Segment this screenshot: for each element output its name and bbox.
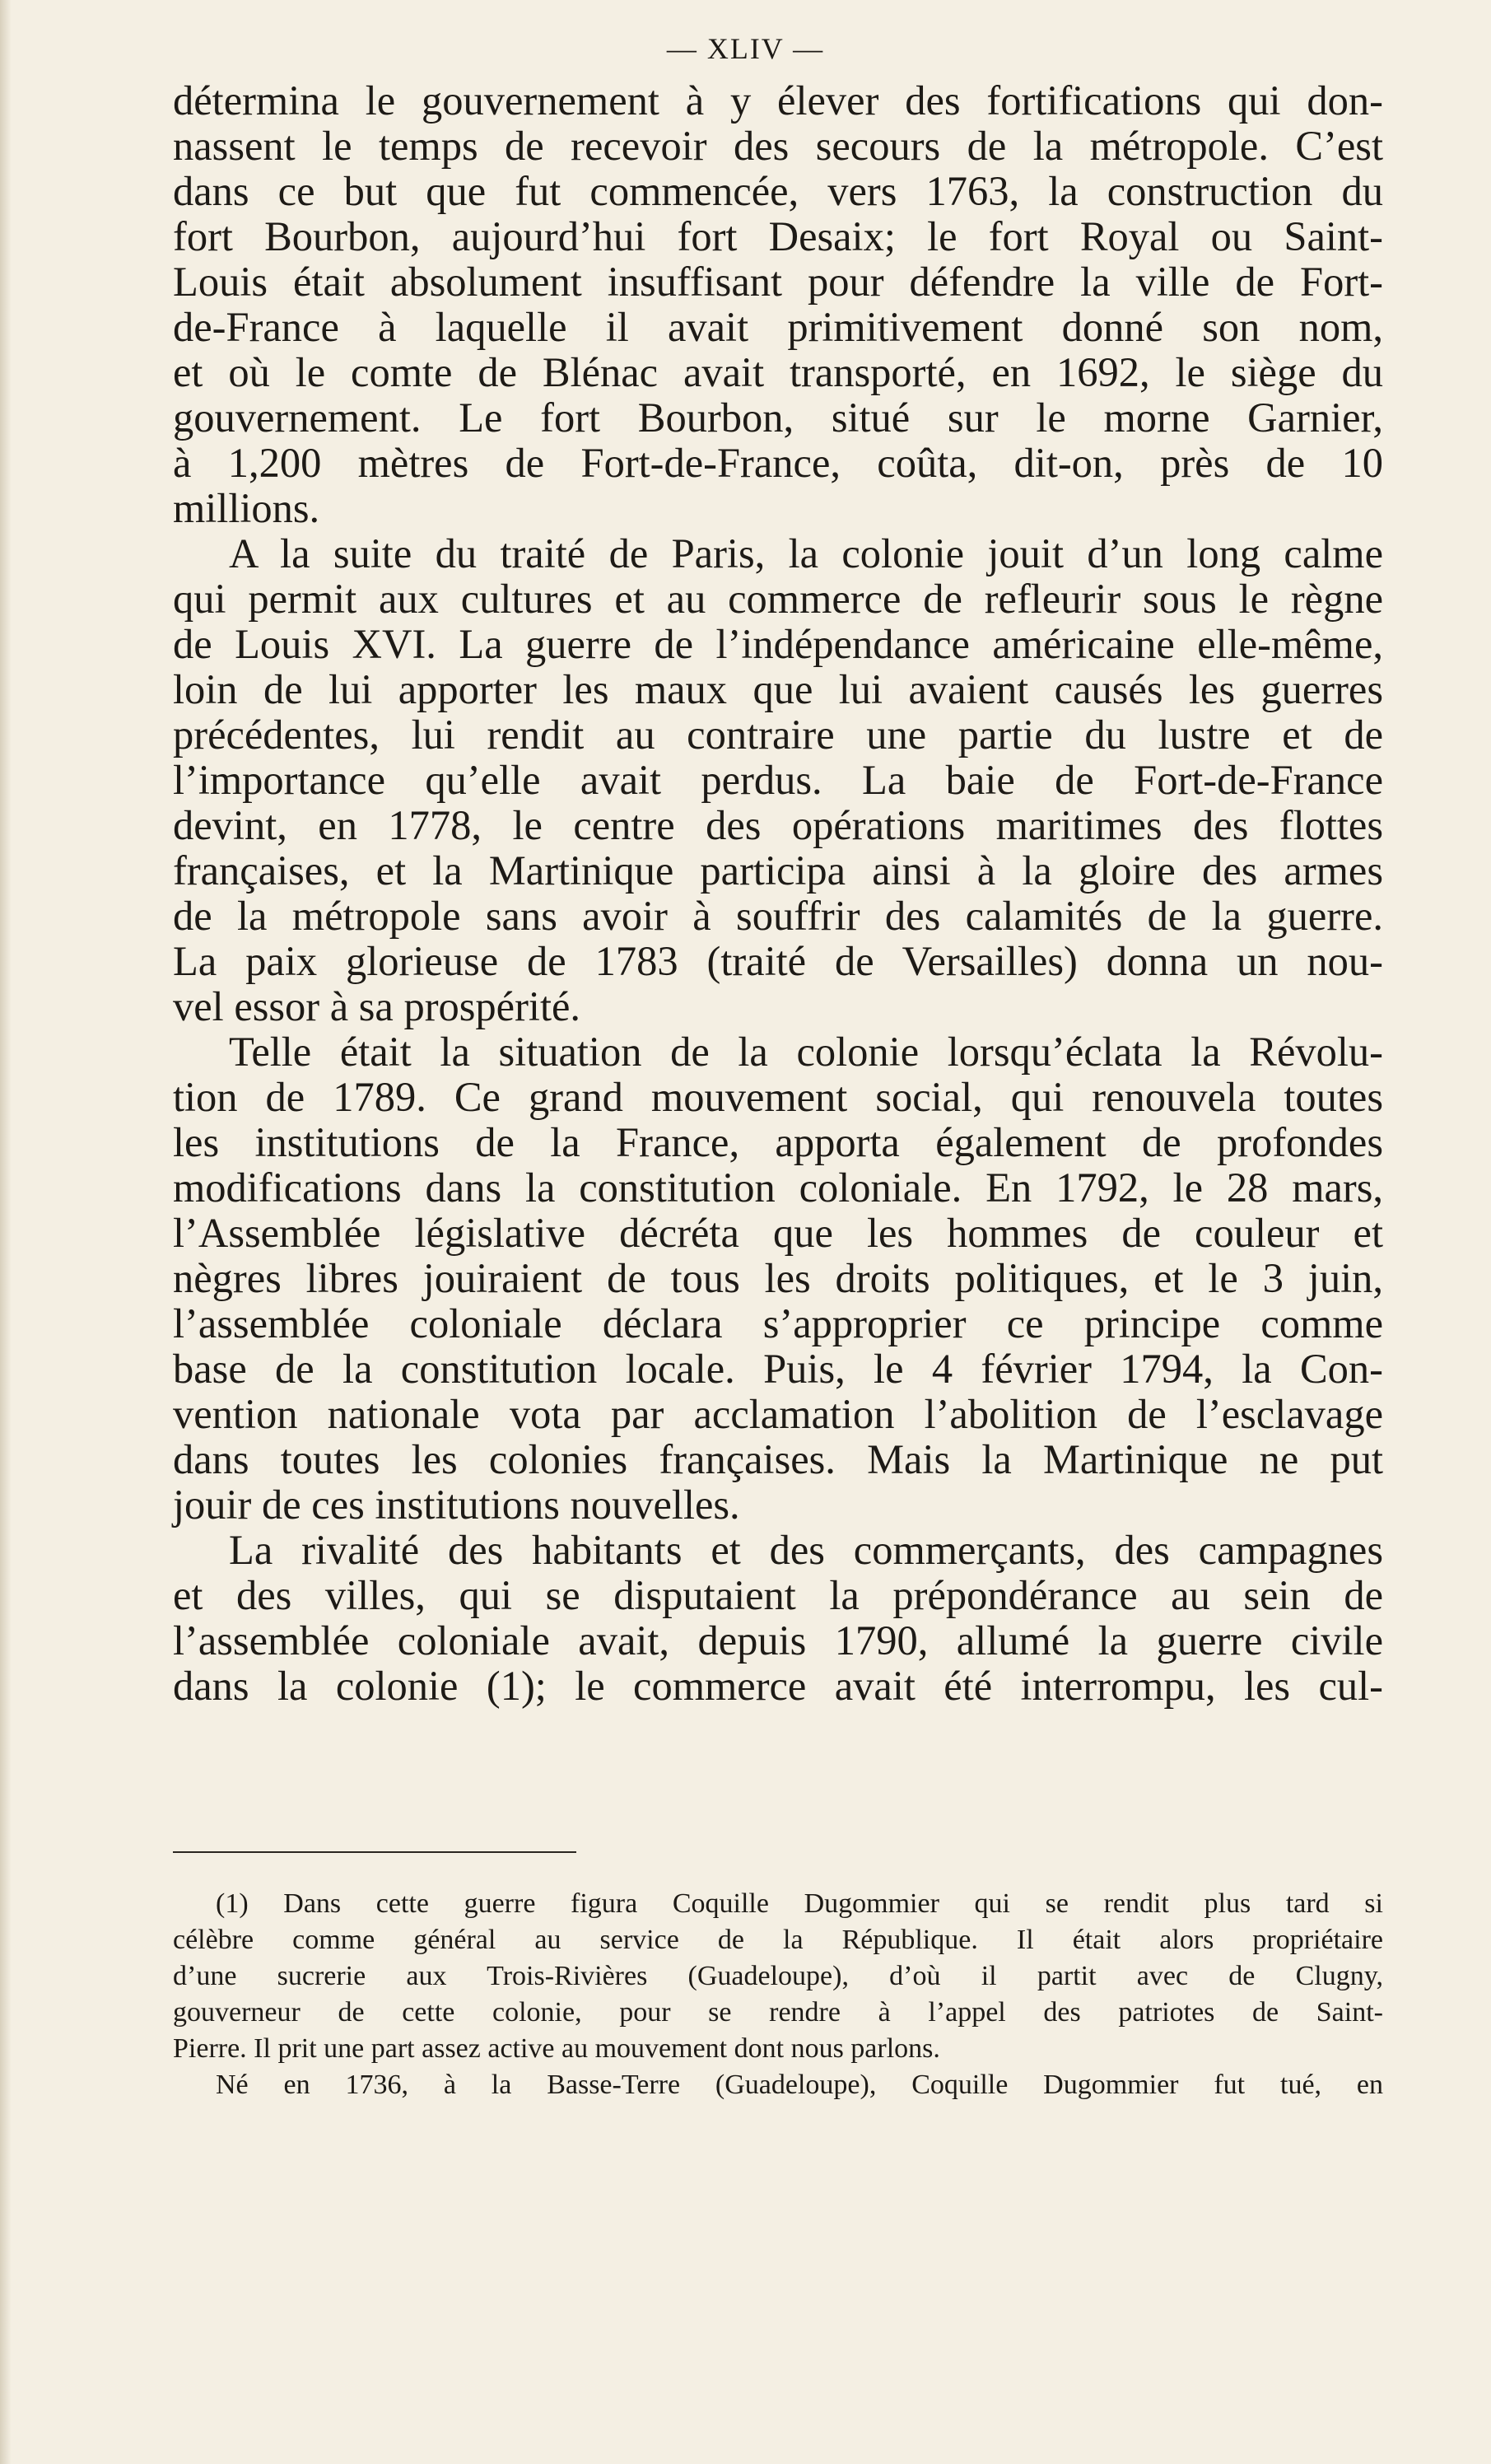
text-line: dans toutes les colonies françaises. Mais la Martinique ne put	[173, 1436, 1383, 1482]
text-line: gouvernement. Le fort Bourbon, situé sur le morne Garnier,	[173, 394, 1383, 441]
text-line: vention nationale vota par acclamation l’abolition de l’esclavage	[173, 1391, 1383, 1437]
text-line: nègres libres jouiraient de tous les droits politiques, et le 3 juin,	[173, 1255, 1383, 1301]
text-line: qui permit aux cultures et au commerce de refleurir sous le règne	[173, 576, 1383, 622]
text-line: et où le comte de Blénac avait transporté, en 1692, le siège du	[173, 349, 1383, 395]
text-line: jouir de ces institutions nouvelles.	[173, 1482, 740, 1528]
text-line: Telle était la situation de la colonie lorsqu’éclata la Révolu-	[229, 1029, 1383, 1075]
footnote-line: gouverneur de cette colonie, pour se rendre à l’appel des patriotes de Saint-	[173, 1997, 1383, 2028]
text-line: précédentes, lui rendit au contraire une partie du lustre et de	[173, 712, 1383, 758]
text-line: les institutions de la France, apporta également de profondes	[173, 1119, 1383, 1165]
text-line: de Louis XVI. La guerre de l’indépendance américaine elle-même,	[173, 621, 1383, 667]
text-line: à 1,200 mètres de Fort-de-France, coûta, dit-on, près de 10	[173, 440, 1383, 486]
text-line: de la métropole sans avoir à souffrir des calamités de la guerre.	[173, 893, 1383, 939]
text-line: millions.	[173, 485, 320, 531]
text-line: et des villes, qui se disputaient la prépondérance au sein de	[173, 1572, 1383, 1618]
text-line: loin de lui apporter les maux que lui avaient causés les guerres	[173, 666, 1383, 712]
text-line: fort Bourbon, aujourd’hui fort Desaix; le fort Royal ou Saint-	[173, 213, 1383, 259]
text-line: dans ce but que fut commencée, vers 1763, la construction du	[173, 168, 1383, 214]
text-line: l’Assemblée législative décréta que les hommes de couleur et	[173, 1210, 1383, 1256]
page-number-header: — XLIV —	[666, 32, 825, 65]
footnote-line: célèbre comme général au service de la République. Il était alors propriétaire	[173, 1925, 1383, 1955]
text-line: dans la colonie (1); le commerce avait été interrompu, les cul-	[173, 1663, 1383, 1709]
footnote-line: (1) Dans cette guerre figura Coquille Dugommier qui se rendit plus tard si	[216, 1888, 1383, 1919]
text-line: tion de 1789. Ce grand mouvement social, qui renouvela toutes	[173, 1074, 1383, 1120]
text-line: devint, en 1778, le centre des opérations maritimes des flottes	[173, 802, 1383, 848]
text-line: base de la constitution locale. Puis, le 4 février 1794, la Con-	[173, 1346, 1383, 1392]
text-line: La rivalité des habitants et des commerçants, des campagnes	[229, 1527, 1383, 1573]
footnote-line: Pierre. Il prit une part assez active au mouvement dont nous parlons.	[173, 2033, 940, 2064]
text-line: détermina le gouvernement à y élever des fortifications qui don-	[173, 77, 1383, 124]
text-line: l’assemblée coloniale déclara s’approprier ce principe comme	[173, 1300, 1383, 1346]
text-line: La paix glorieuse de 1783 (traité de Versailles) donna un nou-	[173, 938, 1383, 984]
text-line: nassent le temps de recevoir des secours de la métropole. C’est	[173, 123, 1383, 169]
text-line: françaises, et la Martinique participa ainsi à la gloire des armes	[173, 847, 1383, 894]
text-line: de-France à laquelle il avait primitivement donné son nom,	[173, 304, 1383, 350]
text-line: vel essor à sa prospérité.	[173, 983, 581, 1029]
footnotes	[173, 1886, 1383, 2103]
footnote-separator	[173, 1851, 576, 1853]
text-line: modifications dans la constitution coloniale. En 1792, le 28 mars,	[173, 1164, 1383, 1211]
page-edge	[0, 0, 12, 2464]
main-text	[173, 78, 1383, 1709]
footnote-line: Né en 1736, à la Basse-Terre (Guadeloupe), Coquille Dugommier fut tué, en	[216, 2070, 1383, 2100]
footnote-line: d’une sucrerie aux Trois-Rivières (Guadeloupe), d’où il partit avec de Clugny,	[173, 1961, 1383, 1991]
text-line: A la suite du traité de Paris, la colonie jouit d’un long calme	[229, 530, 1383, 576]
text-line: l’importance qu’elle avait perdus. La baie de Fort-de-France	[173, 757, 1383, 803]
text-line: Louis était absolument insuffisant pour défendre la ville de Fort-	[173, 259, 1383, 305]
text-line: l’assemblée coloniale avait, depuis 1790, allumé la guerre civile	[173, 1617, 1383, 1664]
